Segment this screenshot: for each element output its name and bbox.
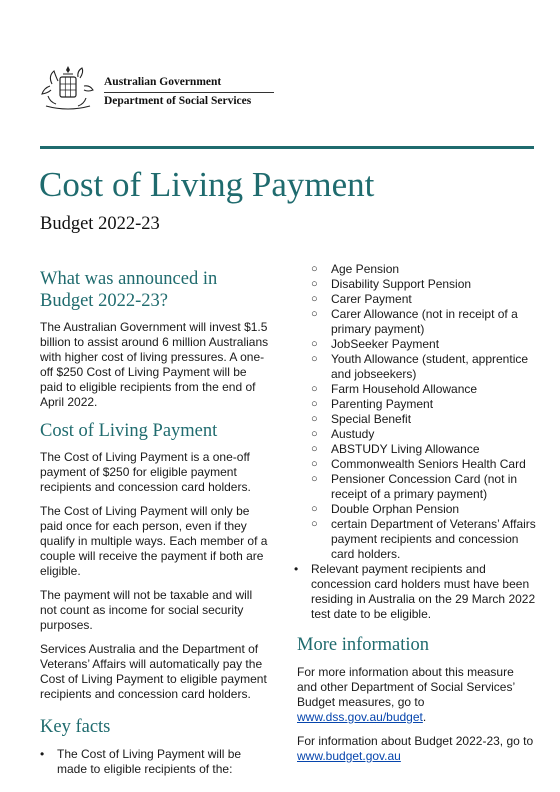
circle-bullet-icon: ○ — [311, 473, 318, 485]
list-item-text: Special Benefit — [331, 412, 412, 426]
header-divider — [104, 92, 274, 93]
key-facts-heading: Key facts — [40, 717, 111, 737]
circle-bullet-icon: ○ — [311, 278, 318, 290]
bullet-icon: • — [40, 747, 45, 761]
more-info-text: For information about Budget 2022-23, go to — [297, 734, 534, 748]
list-item — [311, 352, 537, 382]
list-item-text: Carer Payment — [331, 292, 412, 306]
list-item-text: The Cost of Living Payment will be made to eligible recipients of the: — [57, 747, 242, 776]
key-facts-list — [294, 562, 537, 622]
list-item — [311, 412, 537, 427]
list-item — [311, 292, 537, 307]
circle-bullet-icon: ○ — [311, 338, 318, 350]
list-item-text: certain Department of Veterans’ Affairs payment recipients and concession card holders. — [331, 517, 536, 561]
list-item-text: Double Orphan Pension — [331, 502, 460, 516]
circle-bullet-icon: ○ — [311, 443, 318, 455]
announced-heading: What was announced in Budget 2022-23? — [40, 269, 218, 311]
circle-bullet-icon: ○ — [311, 413, 318, 425]
list-item — [311, 517, 537, 562]
more-info-text: . — [422, 710, 427, 724]
payment-paragraph: Services Australia and the Department of Veterans’ Affairs will automatically pay the Cost of Living Payment to eligible payment recipients and concession card holders. — [40, 642, 267, 701]
announced-paragraph: The Australian Government will invest $1.5 billion to assist around 6 million Australians with higher cost of living pressures. A one-off $250 Cost of Living Payment will be paid to eligible recipients from the end of April 2022. — [40, 320, 269, 409]
payment-paragraph: The Cost of Living Payment is a one-off payment of $250 for eligible payment recipients and concession card holders. — [40, 450, 251, 494]
list-item — [311, 307, 537, 337]
list-item — [311, 472, 537, 502]
list-item-text: Age Pension — [331, 262, 400, 276]
department-name: Department of Social Services — [104, 95, 252, 107]
budget-gov-link[interactable]: www.budget.gov.au — [297, 749, 401, 763]
more-info-text: For more information about this measure and other Department of Social Services’ Budget measures, go to — [297, 665, 515, 709]
government-name: Australian Government — [104, 76, 222, 88]
list-item — [311, 502, 537, 517]
key-facts-list — [40, 747, 272, 777]
left-column — [40, 268, 272, 777]
right-column — [294, 262, 537, 764]
list-item-text: Carer Allowance (not in receipt of a primary payment) — [331, 307, 518, 336]
list-item-text: Farm Household Allowance — [331, 382, 478, 396]
more-info-paragraph — [297, 734, 537, 764]
list-item — [311, 442, 537, 457]
list-item-text: Youth Allowance (student, apprentice and jobseekers) — [331, 352, 529, 381]
circle-bullet-icon: ○ — [311, 308, 318, 320]
page-subtitle: Budget 2022-23 — [40, 214, 160, 234]
list-item — [311, 457, 537, 472]
page-title: Cost of Living Payment — [39, 165, 375, 204]
circle-bullet-icon: ○ — [311, 503, 318, 515]
more-info-paragraph — [297, 665, 537, 725]
list-item-text: Commonwealth Seniors Health Card — [331, 457, 526, 471]
eligible-payments-list — [297, 262, 537, 562]
circle-bullet-icon: ○ — [311, 383, 318, 395]
list-item-text: Austudy — [331, 427, 375, 441]
circle-bullet-icon: ○ — [311, 398, 318, 410]
list-item — [40, 747, 272, 777]
list-item — [311, 397, 537, 412]
list-item-text: Parenting Payment — [331, 397, 434, 411]
list-item-text: Relevant payment recipients and concession card holders must have been residing in Australia on the 29 March 2022 test date to be eligible. — [311, 562, 536, 621]
list-item — [311, 382, 537, 397]
more-info-heading: More information — [297, 635, 430, 655]
payment-paragraph: The payment will not be taxable and will not count as income for social security purposes. — [40, 588, 253, 632]
list-item — [311, 262, 537, 277]
list-item — [311, 277, 537, 292]
list-item — [311, 337, 537, 352]
bullet-icon: • — [294, 562, 299, 576]
dss-budget-link[interactable]: www.dss.gov.au/budget — [297, 710, 423, 724]
circle-bullet-icon: ○ — [311, 518, 318, 530]
list-item-text: Pensioner Concession Card (not in receipt of a primary payment) — [331, 472, 518, 501]
list-item — [294, 562, 537, 622]
circle-bullet-icon: ○ — [311, 263, 318, 275]
payment-paragraph: The Cost of Living Payment will only be paid once for each person, even if they qualify in multiple ways. Each member of a couple will receive the payment if both are eligible. — [40, 504, 268, 578]
title-rule — [40, 146, 534, 149]
circle-bullet-icon: ○ — [311, 353, 318, 365]
list-item-text: Disability Support Pension — [331, 277, 472, 291]
list-item-text: ABSTUDY Living Allowance — [331, 442, 480, 456]
circle-bullet-icon: ○ — [311, 458, 318, 470]
coat-of-arms-icon — [40, 64, 96, 110]
circle-bullet-icon: ○ — [311, 428, 318, 440]
list-item-text: JobSeeker Payment — [331, 337, 440, 351]
circle-bullet-icon: ○ — [311, 293, 318, 305]
payment-heading: Cost of Living Payment — [40, 421, 218, 441]
list-item — [311, 427, 537, 442]
header — [40, 64, 252, 114]
